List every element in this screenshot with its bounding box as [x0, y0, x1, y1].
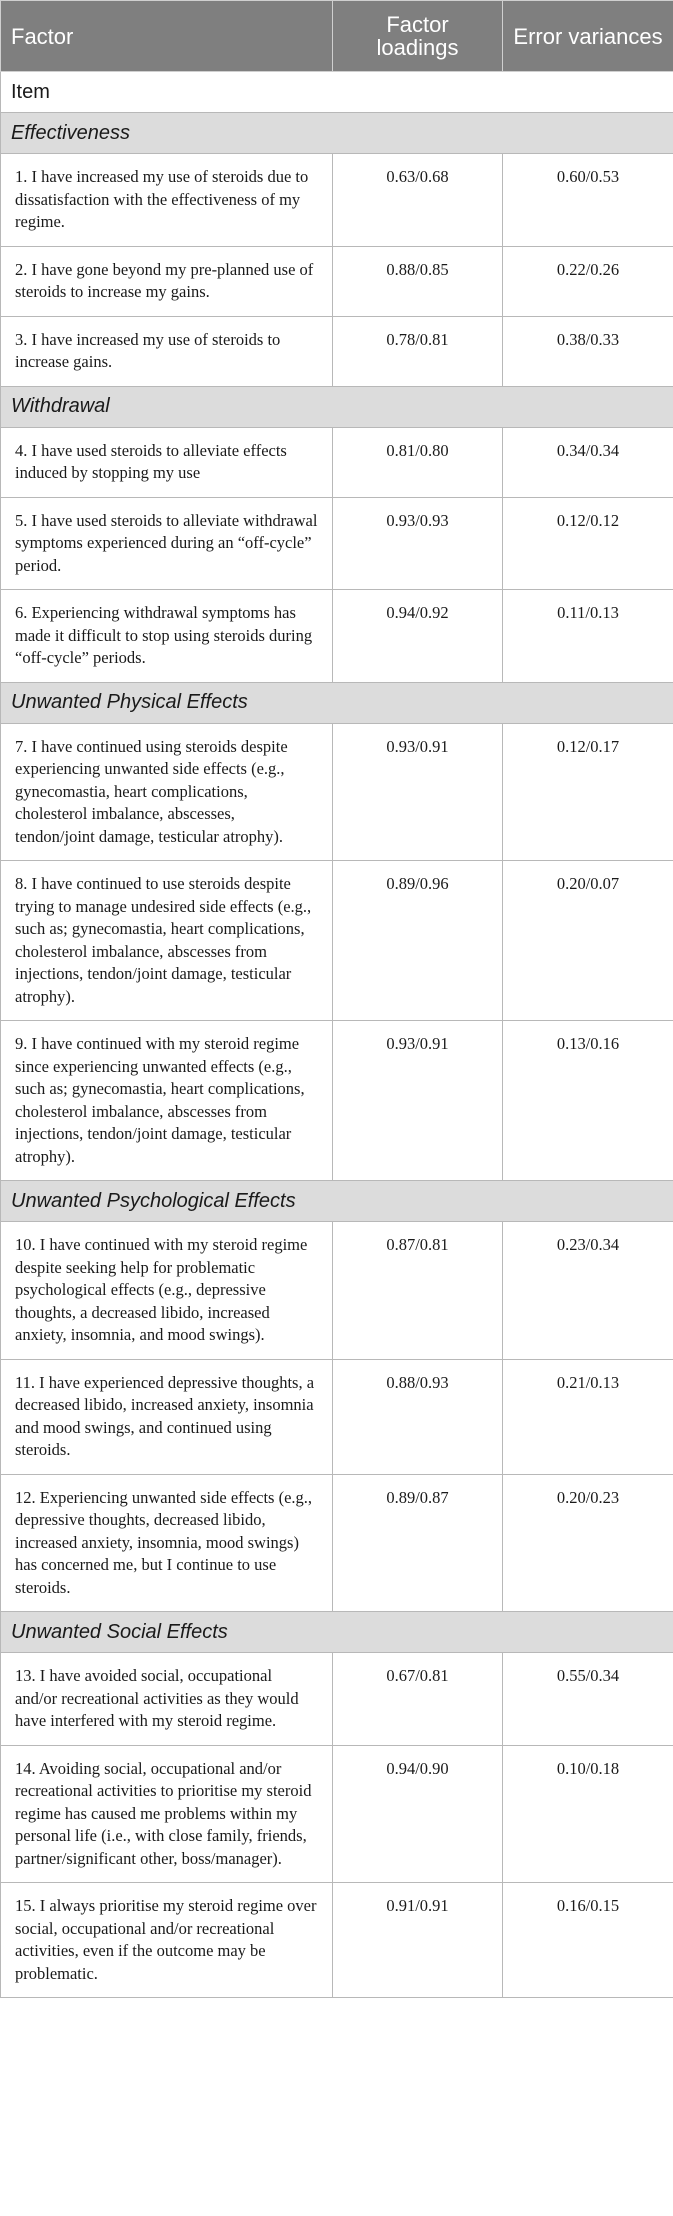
table-row — [1, 1359, 673, 1474]
error-variance-value: 0.13/0.16 — [503, 1021, 673, 1181]
item-text: 5. I have used steroids to alleviate withdrawal symptoms experienced during an “off-cycle” period. — [1, 497, 333, 590]
item-label: Item — [1, 72, 673, 113]
item-label-row — [1, 72, 673, 113]
section-title: Unwanted Psychological Effects — [1, 1181, 673, 1222]
error-variance-value: 0.38/0.33 — [503, 316, 673, 386]
error-variance-value: 0.55/0.34 — [503, 1653, 673, 1746]
table-row — [1, 861, 673, 1021]
factor-loading-value: 0.94/0.92 — [333, 590, 503, 683]
factor-loading-value: 0.88/0.93 — [333, 1359, 503, 1474]
table-row — [1, 316, 673, 386]
factor-loading-value: 0.89/0.96 — [333, 861, 503, 1021]
table-row — [1, 154, 673, 247]
item-text: 10. I have continued with my steroid regime despite seeking help for problematic psychological effects (e.g., depressive thoughts, a decreased libido, increased anxiety, insomnia, and mood swings). — [1, 1222, 333, 1360]
error-variance-value: 0.16/0.15 — [503, 1883, 673, 1998]
error-variance-value: 0.60/0.53 — [503, 154, 673, 247]
table-row — [1, 1474, 673, 1612]
item-text: 8. I have continued to use steroids despite trying to manage undesired side effects (e.g., such as; gynecomastia, heart complications, cholesterol imbalance, abscesses from injections, tendon/joint damage, testicular atrophy). — [1, 861, 333, 1021]
table-row — [1, 1653, 673, 1746]
error-variance-value: 0.22/0.26 — [503, 246, 673, 316]
table-row — [1, 427, 673, 497]
factor-loading-value: 0.81/0.80 — [333, 427, 503, 497]
factor-loading-value: 0.93/0.91 — [333, 1021, 503, 1181]
item-text: 9. I have continued with my steroid regime since experiencing unwanted effects (e.g., such as; gynecomastia, heart complications, cholesterol imbalance, abscesses from injections, tendon/joint damage, testicular atrophy). — [1, 1021, 333, 1181]
error-variance-value: 0.12/0.12 — [503, 497, 673, 590]
section-row — [1, 386, 673, 427]
factor-loading-value: 0.93/0.93 — [333, 497, 503, 590]
item-text: 6. Experiencing withdrawal symptoms has made it difficult to stop using steroids during “off-cycle” periods. — [1, 590, 333, 683]
section-row — [1, 1612, 673, 1653]
section-title: Withdrawal — [1, 386, 673, 427]
item-text: 11. I have experienced depressive thoughts, a decreased libido, increased anxiety, insomnia and mood swings, and continued using steroids. — [1, 1359, 333, 1474]
error-variance-value: 0.12/0.17 — [503, 723, 673, 861]
header-error-variances: Error variances — [503, 1, 673, 72]
item-text: 15. I always prioritise my steroid regime over social, occupational and/or recreational activities, even if the outcome may be problematic. — [1, 1883, 333, 1998]
item-text: 1. I have increased my use of steroids due to dissatisfaction with the effectiveness of my regime. — [1, 154, 333, 247]
table-row — [1, 246, 673, 316]
table-row — [1, 723, 673, 861]
table-row — [1, 1883, 673, 1998]
error-variance-value: 0.34/0.34 — [503, 427, 673, 497]
item-text: 4. I have used steroids to alleviate effects induced by stopping my use — [1, 427, 333, 497]
item-text: 2. I have gone beyond my pre-planned use of steroids to increase my gains. — [1, 246, 333, 316]
factor-loading-value: 0.67/0.81 — [333, 1653, 503, 1746]
factor-loading-value: 0.94/0.90 — [333, 1745, 503, 1883]
error-variance-value: 0.10/0.18 — [503, 1745, 673, 1883]
error-variance-value: 0.20/0.23 — [503, 1474, 673, 1612]
section-title: Unwanted Social Effects — [1, 1612, 673, 1653]
factor-loading-value: 0.63/0.68 — [333, 154, 503, 247]
item-text: 12. Experiencing unwanted side effects (e.g., depressive thoughts, decreased libido, increased anxiety, insomnia, mood swings) has concerned me, but I continue to use steroids. — [1, 1474, 333, 1612]
factor-loading-value: 0.78/0.81 — [333, 316, 503, 386]
section-title: Unwanted Physical Effects — [1, 682, 673, 723]
error-variance-value: 0.11/0.13 — [503, 590, 673, 683]
table-row — [1, 1745, 673, 1883]
factor-loading-value: 0.87/0.81 — [333, 1222, 503, 1360]
table-row — [1, 1021, 673, 1181]
section-row — [1, 113, 673, 154]
table-row — [1, 497, 673, 590]
factor-loading-value: 0.89/0.87 — [333, 1474, 503, 1612]
factor-loading-value: 0.93/0.91 — [333, 723, 503, 861]
section-row — [1, 682, 673, 723]
error-variance-value: 0.21/0.13 — [503, 1359, 673, 1474]
table-header-row — [1, 1, 673, 72]
item-text: 7. I have continued using steroids despite experiencing unwanted side effects (e.g., gynecomastia, heart complications, cholesterol imbalance, abscesses, tendon/joint damage, testicular atrophy). — [1, 723, 333, 861]
table-body — [1, 72, 673, 1998]
header-factor: Factor — [1, 1, 333, 72]
item-text: 13. I have avoided social, occupational and/or recreational activities as they would have interfered with my steroid regime. — [1, 1653, 333, 1746]
item-text: 14. Avoiding social, occupational and/or recreational activities to prioritise my steroid regime has caused me problems within my personal life (i.e., with close family, friends, partner/significant other, boss/manager). — [1, 1745, 333, 1883]
error-variance-value: 0.23/0.34 — [503, 1222, 673, 1360]
table-row — [1, 1222, 673, 1360]
table-row — [1, 590, 673, 683]
error-variance-value: 0.20/0.07 — [503, 861, 673, 1021]
factor-loading-value: 0.91/0.91 — [333, 1883, 503, 1998]
section-row — [1, 1181, 673, 1222]
header-factor-loadings: Factor loadings — [333, 1, 503, 72]
section-title: Effectiveness — [1, 113, 673, 154]
item-text: 3. I have increased my use of steroids to increase gains. — [1, 316, 333, 386]
factor-loading-value: 0.88/0.85 — [333, 246, 503, 316]
